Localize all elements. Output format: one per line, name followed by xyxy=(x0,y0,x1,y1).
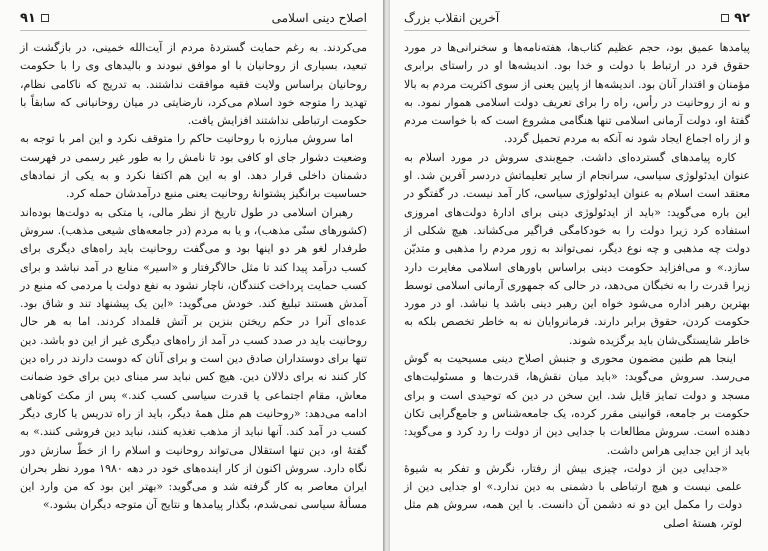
paragraph: می‌کردند. به رغم حمایت گستردهٔ مردم از آیت‌الله خمینی، در بازگشت از تبعید، بسیاری از روحانیان با او موافق نبودند و بالیدهای وی را با حکومت روحانیان براساس ولایت فقیه موافقت نداشتند. به تدریج که ناکامی نظام، تهدید را متوجه خود اسلام می‌کرد، نارضایتی در میان روحانیانی که سابقاً با حکومت ارتباطی نداشتند افزایش یافت. xyxy=(20,41,367,128)
paragraph: رهبران اسلامی در طول تاریخ از نظر مالی، یا متکی به دولت‌ها بوده‌اند (کشورهای سنّی مذهب)، و یا به مردم (در جامعه‌های شیعی مذهب). سروش طرفدار لغو هر دو اینها بود و می‌گفت روحانیت باید راه‌های دیگری برای کسب درآمد پیدا کند تا مثل حالاگرفتار و «اسیر» منابع در آمد نباشد و برای کسب حمایت پرداخت کنندگان، ناچار نشود به نفع دولت یا مردمی که منبع در آمدش هستند تبلیغ کند. خودش می‌گوید: «این یک پیشنهاد تند و شاق بود. عده‌ای آنرا در حکم ریختن بنزین بر آتش قلمداد کردند. اما به هر حال روحانیت باید در صدد کسب در آمد از راه‌های دیگری غیر از این دو باشد. دین تنها برای دوستداران صادق دین است و برای آنان که دوست دارند در راه دین کار کنند نه برای دلالان دین. هیچ کس نباید سر مبنای دین برای خود ضمانت معاش، مقام اجتماعی یا قدرت سیاسی کسب کند.» پس از مکث کوتاهی ادامه می‌دهد: «روحانیت هم مثل همهٔ دیگر، باید از راه تدریس یا کاری دیگر کسب در آمد کند. آنها نباید از مذهب تغذیه کنند، نباید دین فروشی کنند.» به گفتهٔ او، دین تنها استقلال می‌تواند روحانیت و اسلام را از خطّ سازش دور نگاه دارد. سروش اکنون از کار اینده‌های خود در دهه ۱۹۸۰ مورد نظر بحران ایران معاصر به کار گرفته شد و می‌گوید: «بهتر این بود که من وارد این مسألهٔ سیاسی نمی‌شدم، بگذار پیامدها و نتایج آن متوجه دیگران بشود.» xyxy=(20,205,367,512)
paragraph: پیامدها عمیق بود، حجم عظیم کتاب‌ها، هفته‌نامه‌ها و سخنرانی‌ها در مورد حقوق فرد در ارتباط با دولت و خدا بود. اندیشه‌ها او در راستای برابری مؤمنان و اقتدار آنان بود. اندیشه‌ها از پایین یعنی از سوی اکثریت مردم به بالا و نه از روحانیت در رأس، راه را برای تعریف دولت اسلامی هموار نمود. به گفتهٔ او، دولت آرمانی اسلامی تنها هنگامی مشروع است که با خواست مردم و از راه اجماع ایجاد شود نه آنکه به مردم تحمیل گردد. xyxy=(404,41,750,146)
paragraph: «جدایی دین از دولت، چیزی بیش از رفتار، نگرش و تفکر به شیوهٔ علمی نیست و هیچ ارتباطی با دشمنی به دین ندارد.» او جدایی دین از دولت را مکمل این دو نه دشمن آن دانست. با این همه، سروش هم مثل لوتر، هستهٔ اصلی xyxy=(404,461,742,530)
square-ornament-icon xyxy=(721,14,729,22)
square-ornament-icon xyxy=(41,14,49,22)
paragraph: اما سروش مبارزه با روحانیت حاکم را متوقف نکرد و این امر با توجه به وضعیت دشوار جای او کافی بود تا نامش را به طور غیر رسمی در فهرست دشمنان داخلی قرار دهد. او به این هم اکتفا نکرد و به یکی از نمادهای حساسیت برانگیز پشتوانهٔ روحانیت یعنی منبع درآمدشان حمله کرد. xyxy=(20,132,367,201)
page-body xyxy=(20,39,367,515)
page-body xyxy=(404,39,750,533)
page-number: ۹۲ xyxy=(716,11,750,26)
paragraph: کاره پیامدهای گسترده‌ای داشت. جمع‌بندی سروش در مورد اسلام به عنوان ایدئولوژی سیاسی، سرانجام از سایر تعلیماتش دردسر آفرین شد. او معتقد است اسلام به عنوان ایدئولوژی سیاسی، کار آمد نیست. در گفتگو در این باره می‌گوید: «باید از ایدئولوژی دینی برای ادارهٔ دولت‌های امروزی استفاده کرد زیرا دولت را به خودکامگی فراگیر می‌کشاند. هیچ شکلی از دولت چه مذهبی و چه نوع دیگر، نمی‌تواند به زور مردم را مذهبی و متدیّن سازد.» و می‌افزاید حکومت دینی براساس باورهای اسلامی مغایرت دارد زیرا قدرت را به نخبگان می‌دهد، در حالی که جمهوری آرمانی اسلامی توسط بهترین رهبر اداره می‌شود خواه این رهبر دینی باشد یا نباشد. او در مورد حکومت کردن، حقوق برابر دارند. فرمانروایان نه به خاطر تخصص بلکه به خاطر شایستگی‌شان باید برگزیده شوند. xyxy=(404,150,750,347)
paragraph: اینجا هم طنین مضمون محوری و جنبش اصلاح دینی مسیحیت به گوش می‌رسد. سروش می‌گوید: «باید میان نقش‌ها، قدرت‌ها و مسئولیت‌های مسجد و دولت تمایز قایل شد. این سخن در دین که توحیدی است و برای حکومت بر جامعه، قوانینی مقرر کرده، یک جامعه‌شناس و جامع‌گرایی تکان دهنده است. سروش مطالعات با جدایی دین از دولت را رد کرد و می‌گوید: باید از این جدایی هراس داشت. xyxy=(404,352,750,457)
running-title: اصلاح دینی اسلامی xyxy=(271,11,367,25)
right-page xyxy=(390,0,768,551)
running-title: آخرین انقلاب بزرگ xyxy=(404,11,500,25)
page-header xyxy=(20,10,367,31)
book-spine-gutter xyxy=(383,0,390,551)
page-header xyxy=(404,10,750,31)
left-page xyxy=(0,0,383,551)
page-number: ۹۱ xyxy=(20,11,54,26)
